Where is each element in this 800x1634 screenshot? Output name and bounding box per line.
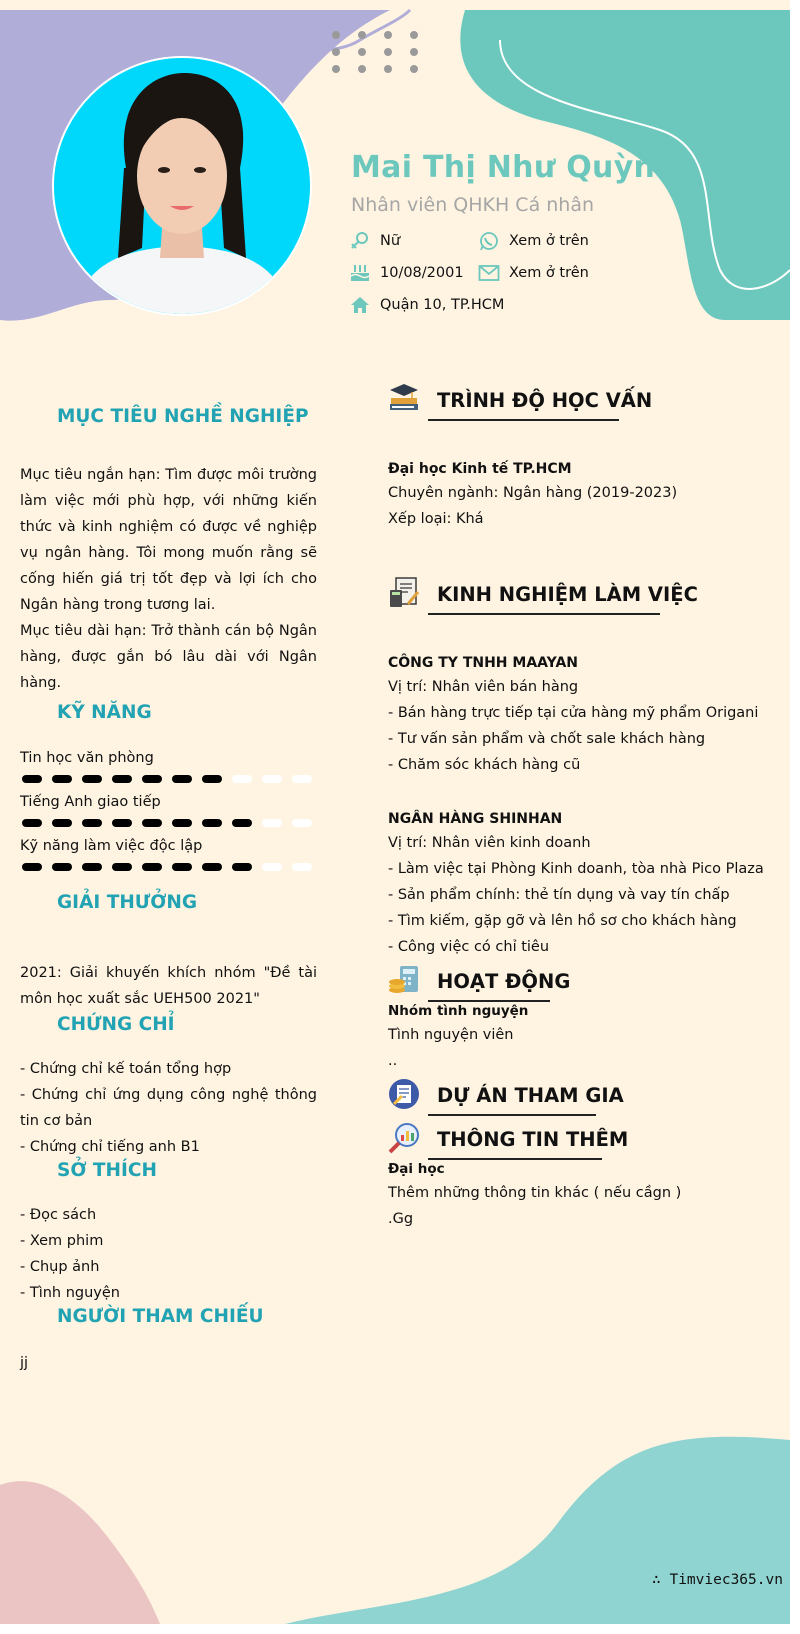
email-value: Xem ở trên xyxy=(509,265,589,281)
education-major: Chuyên ngành: Ngân hàng (2019-2023) xyxy=(388,485,678,501)
skill-segment-empty xyxy=(262,863,282,871)
career-goal-title: MỤC TIÊU NGHỀ NGHIỆP xyxy=(57,406,309,427)
skill-segment-filled xyxy=(232,863,252,871)
skill-segment-filled xyxy=(52,775,72,783)
activity-role: Tình nguyện viên xyxy=(388,1027,514,1043)
skill-segment-filled xyxy=(172,775,192,783)
short-term-goal: Mục tiêu ngắn hạn: Tìm được môi trường làm việc mới phù hợp, với những kiến thức và kinh nghiệm có được về nghiệp vụ ngân hàng. Tôi mong muốn rằng sẽ cống hiến giá trị tốt đẹp và lợi ích cho Ngân hàng trong tương lai. xyxy=(20,467,317,613)
skill-segment-filled xyxy=(202,863,222,871)
job-task: - Sản phẩm chính: thẻ tín dụng và vay tín chấp xyxy=(388,887,730,903)
skill-segment-filled xyxy=(142,775,162,783)
activities-title: HOẠT ĐỘNG xyxy=(437,970,571,993)
home-icon xyxy=(349,294,371,316)
pink-blob xyxy=(0,1481,160,1624)
skill-segment-filled xyxy=(112,775,132,783)
watermark xyxy=(652,1572,783,1588)
hobbies-title: SỞ THÍCH xyxy=(57,1160,157,1181)
job-task: - Công việc có chỉ tiêu xyxy=(388,939,550,955)
skill-segment-filled xyxy=(202,775,222,783)
experience-job-2 xyxy=(388,808,778,960)
skill-level-bar xyxy=(20,816,320,830)
activity-org: Nhóm tình nguyện xyxy=(388,1003,529,1019)
skill-segment-filled xyxy=(82,863,102,871)
phone-value: Xem ở trên xyxy=(509,233,589,249)
birthday-info xyxy=(349,262,464,284)
candidate-name: Mai Thị Như Quỳnh xyxy=(351,150,677,185)
envelope-icon xyxy=(478,262,500,284)
experience-title-rule xyxy=(428,613,660,615)
awards-title: GIẢI THƯỞNG xyxy=(57,892,198,913)
list-item: - Chứng chỉ kế toán tổng hợp xyxy=(20,1061,232,1077)
address-value: Quận 10, TP.HCM xyxy=(380,297,505,313)
certificates-title: CHỨNG CHỈ xyxy=(57,1014,175,1035)
job-task: - Tìm kiếm, gặp gỡ và lên hồ sơ cho khách hàng xyxy=(388,913,737,929)
awards-body xyxy=(20,960,317,1012)
gender-value: Nữ xyxy=(380,233,401,249)
list-item: - Đọc sách xyxy=(20,1207,97,1223)
skill-segment-empty xyxy=(262,775,282,783)
references-title: NGƯỜI THAM CHIẾU xyxy=(57,1306,264,1327)
list-item: - Tình nguyện xyxy=(20,1285,120,1301)
more-info-line: .Gg xyxy=(388,1211,414,1227)
skill-segment-filled xyxy=(52,819,72,827)
document-pen-icon xyxy=(388,1078,420,1110)
skill-name: Tiếng Anh giao tiếp xyxy=(20,794,161,810)
career-goal-body xyxy=(20,462,317,696)
calculator-clipboard-icon xyxy=(388,576,420,608)
skill-level-bar xyxy=(20,860,320,874)
email-info xyxy=(478,262,589,284)
gender-info xyxy=(349,230,400,252)
skill-segment-filled xyxy=(142,863,162,871)
skill-segment-filled xyxy=(112,863,132,871)
phone-info xyxy=(478,230,589,252)
address-info xyxy=(349,294,504,316)
experience-job-1 xyxy=(388,652,778,778)
education-body xyxy=(388,458,778,532)
skill-segment-empty xyxy=(292,863,312,871)
watermark-text: Timviec365.vn xyxy=(669,1572,783,1588)
skill-segment-filled xyxy=(202,819,222,827)
birthday-cake-icon xyxy=(349,262,371,284)
references-body xyxy=(20,1350,317,1376)
skill-segment-filled xyxy=(172,819,192,827)
birthday-value: 10/08/2001 xyxy=(380,265,464,281)
watermark-mark-icon: ∴ xyxy=(652,1572,670,1588)
job-task: - Làm việc tại Phòng Kinh doanh, tòa nhà Pico Plaza xyxy=(388,861,764,877)
references-text: jj xyxy=(20,1355,29,1371)
whatsapp-icon xyxy=(478,230,500,252)
skill-segment-filled xyxy=(232,819,252,827)
skill-segment-filled xyxy=(22,775,42,783)
skill-segment-filled xyxy=(82,819,102,827)
skill-name: Tin học văn phòng xyxy=(20,750,154,766)
more-info-title: THÔNG TIN THÊM xyxy=(437,1128,629,1151)
gender-female-icon xyxy=(349,230,371,252)
hobbies-list xyxy=(20,1202,317,1306)
company-name: NGÂN HÀNG SHINHAN xyxy=(388,811,563,827)
activities-body xyxy=(388,1000,778,1074)
skill-segment-empty xyxy=(262,819,282,827)
award-text: 2021: Giải khuyến khích nhóm "Đề tài môn học xuất sắc UEH500 2021" xyxy=(20,965,317,1007)
skill-segment-filled xyxy=(22,863,42,871)
company-name: CÔNG TY TNHH MAAYAN xyxy=(388,655,579,671)
decorative-dots xyxy=(330,28,430,78)
job-position: Vị trí: Nhân viên bán hàng xyxy=(388,679,579,695)
certificates-list xyxy=(20,1056,317,1160)
coins-calculator-icon xyxy=(388,964,420,996)
more-info-line: Thêm những thông tin khác ( nếu cầgn ) xyxy=(388,1185,682,1201)
profile-photo xyxy=(52,56,312,316)
education-title-rule xyxy=(428,419,619,421)
list-item: - Chứng chỉ ứng dụng công nghệ thông tin cơ bản xyxy=(20,1087,317,1129)
more-info-body xyxy=(388,1158,778,1232)
more-info-heading: Đại học xyxy=(388,1161,445,1177)
school-name: Đại học Kinh tế TP.HCM xyxy=(388,461,572,477)
projects-title: DỰ ÁN THAM GIA xyxy=(437,1084,624,1107)
skill-segment-filled xyxy=(82,775,102,783)
projects-title-rule xyxy=(428,1114,596,1116)
skill-segment-empty xyxy=(292,775,312,783)
graduation-books-icon xyxy=(388,382,420,414)
list-item: - Chứng chỉ tiếng anh B1 xyxy=(20,1139,200,1155)
bottom-teal-blob xyxy=(285,1437,790,1624)
education-grade: Xếp loại: Khá xyxy=(388,511,484,527)
skill-segment-empty xyxy=(232,775,252,783)
skills-title: KỸ NĂNG xyxy=(57,702,152,723)
chart-magnifier-icon xyxy=(388,1122,420,1154)
job-position: Vị trí: Nhân viên kinh doanh xyxy=(388,835,591,851)
candidate-role: Nhân viên QHKH Cá nhân xyxy=(351,194,595,216)
activity-note: .. xyxy=(388,1053,398,1069)
skill-segment-filled xyxy=(52,863,72,871)
skill-segment-filled xyxy=(172,863,192,871)
skill-level-bar xyxy=(20,772,320,786)
list-item: - Xem phim xyxy=(20,1233,104,1249)
experience-title: KINH NGHIỆM LÀM VIỆC xyxy=(437,583,698,606)
skill-segment-empty xyxy=(292,819,312,827)
long-term-goal: Mục tiêu dài hạn: Trở thành cán bộ Ngân hàng, được gắn bó lâu dài với Ngân hàng. xyxy=(20,623,317,691)
education-title: TRÌNH ĐỘ HỌC VẤN xyxy=(437,389,653,412)
job-task: - Bán hàng trực tiếp tại cửa hàng mỹ phẩm Origani xyxy=(388,705,759,721)
skill-segment-filled xyxy=(142,819,162,827)
job-task: - Chăm sóc khách hàng cũ xyxy=(388,757,581,773)
skill-segment-filled xyxy=(112,819,132,827)
list-item: - Chụp ảnh xyxy=(20,1259,100,1275)
skill-segment-filled xyxy=(22,819,42,827)
skill-name: Kỹ năng làm việc độc lập xyxy=(20,838,203,854)
job-task: - Tư vấn sản phẩm và chốt sale khách hàng xyxy=(388,731,706,747)
